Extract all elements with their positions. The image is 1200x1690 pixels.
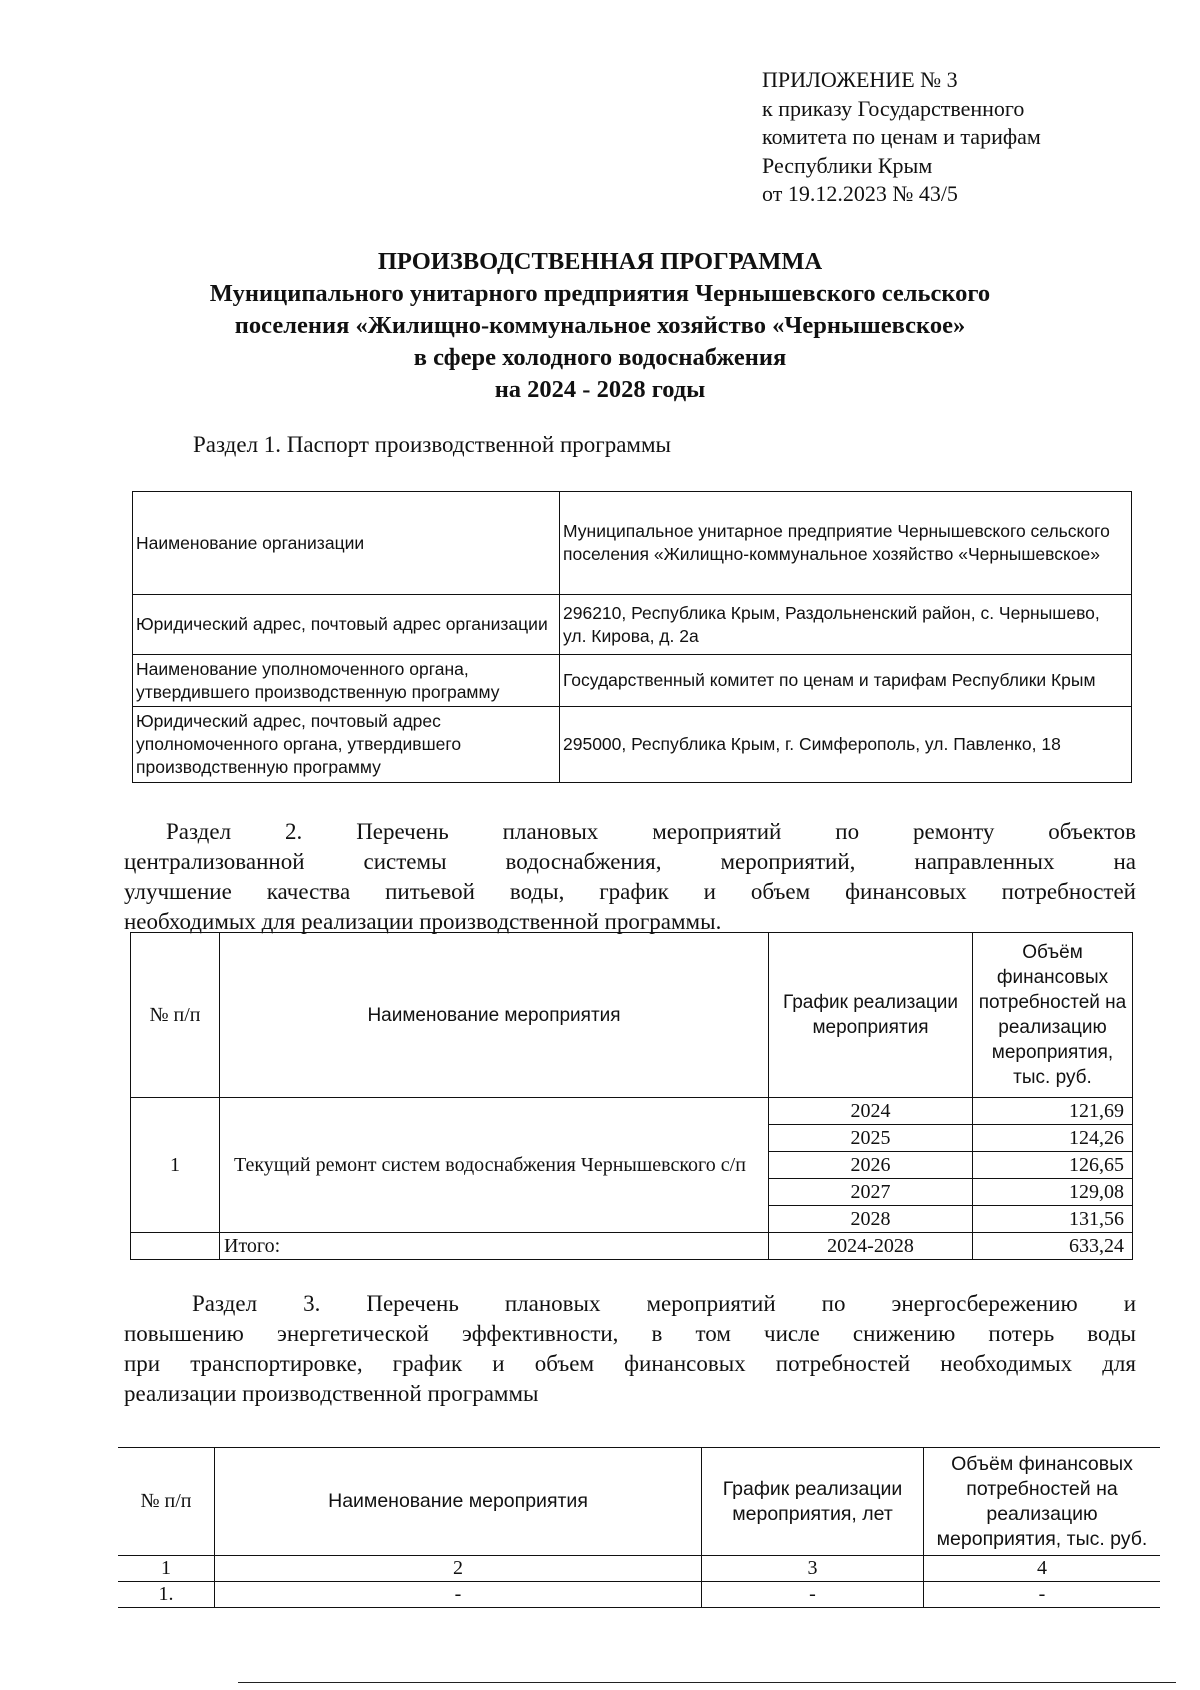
index-cell: 2 <box>215 1556 702 1582</box>
passport-label: Наименование организации <box>133 492 560 595</box>
amount-cell: 131,56 <box>973 1206 1133 1233</box>
appendix-number: ПРИЛОЖЕНИЕ № 3 <box>762 67 958 92</box>
section3-heading-line: при транспортировке, график и объем финансовых потребностей необходимых для <box>124 1351 1136 1376</box>
energy-measures-table <box>118 1447 1160 1608</box>
passport-value: 295000, Республика Крым, г. Симферополь, ул. Павленко, 18 <box>560 707 1132 783</box>
total-number-cell <box>131 1233 220 1260</box>
section3-heading-line: Раздел 3. Перечень плановых мероприятий по энергосбережению и <box>192 1291 1136 1316</box>
passport-label: Наименование уполномоченного органа, утвердившего производственную программу <box>133 655 560 707</box>
col-name-header: Наименование мероприятия <box>215 1448 702 1556</box>
section3-heading <box>124 1289 1136 1409</box>
year-cell: 2026 <box>769 1152 973 1179</box>
passport-value: Государственный комитет по ценам и тарифам Республики Крым <box>560 655 1132 707</box>
data-cell: 1. <box>118 1582 215 1608</box>
section2-heading <box>124 817 1136 937</box>
section2-heading-line: централизованной системы водоснабжения, мероприятий, направленных на <box>124 849 1136 874</box>
passport-label: Юридический адрес, почтовый адрес организации <box>133 595 560 655</box>
section3-heading-line: повышению энергетической эффективности, в том числе снижению потерь воды <box>124 1321 1136 1346</box>
appendix-block <box>762 66 1041 209</box>
table-row <box>133 707 1132 783</box>
table-row <box>131 1098 1133 1125</box>
repair-measures-table <box>130 932 1133 1260</box>
document-title <box>0 246 1200 406</box>
appendix-order-line: к приказу Государственного <box>762 95 1025 121</box>
year-cell: 2025 <box>769 1125 973 1152</box>
data-cell: - <box>924 1582 1161 1608</box>
col-schedule-header: График реализации мероприятия, лет <box>702 1448 924 1556</box>
col-amount-header: Объём финансовых потребностей на реализацию мероприятия, тыс. руб. <box>924 1448 1161 1556</box>
amount-cell: 124,26 <box>973 1125 1133 1152</box>
section2-heading-line: Раздел 2. Перечень плановых мероприятий по ремонту объектов <box>166 819 1136 844</box>
col-amount-header: Объём финансовых потребностей на реализацию мероприятия, тыс. руб. <box>973 933 1133 1098</box>
passport-value: Муниципальное унитарное предприятие Чернышевского сельского поселения «Жилищно-коммунальное хозяйство «Чернышевское» <box>560 492 1132 595</box>
footer-divider <box>238 1682 1176 1683</box>
title-main: ПРОИЗВОДСТВЕННАЯ ПРОГРАММА <box>377 248 823 275</box>
col-number-header: № п/п <box>118 1448 215 1556</box>
total-amount: 633,24 <box>973 1233 1133 1260</box>
title-period: на 2024 - 2028 годы <box>494 376 706 403</box>
col-number-header: № п/п <box>131 933 220 1098</box>
amount-cell: 126,65 <box>973 1152 1133 1179</box>
data-cell: - <box>215 1582 702 1608</box>
section3-heading-line: реализации производственной программы <box>124 1381 539 1406</box>
appendix-committee-line: комитета по ценам и тарифам <box>762 124 1041 149</box>
year-cell: 2024 <box>769 1098 973 1125</box>
title-sphere: в сфере холодного водоснабжения <box>413 344 787 371</box>
total-period: 2024-2028 <box>769 1233 973 1260</box>
table-header-row <box>131 933 1133 1098</box>
total-label: Итого: <box>220 1233 769 1260</box>
passport-label: Юридический адрес, почтовый адрес уполномоченного органа, утвердившего производственную программу <box>133 707 560 783</box>
section1-heading: Раздел 1. Паспорт производственной программы <box>193 432 671 457</box>
section2-heading-line: улучшение качества питьевой воды, график и объем финансовых потребностей <box>124 879 1136 904</box>
year-cell: 2028 <box>769 1206 973 1233</box>
title-org-line1: Муниципального унитарного предприятия Чернышевского сельского <box>209 280 991 307</box>
section2-heading-line: необходимых для реализации производственной программы. <box>124 909 722 934</box>
item-name: Текущий ремонт систем водоснабжения Чернышевского с/п <box>220 1098 769 1233</box>
data-cell: - <box>702 1582 924 1608</box>
index-cell: 1 <box>118 1556 215 1582</box>
passport-table <box>132 491 1132 783</box>
item-number: 1 <box>131 1098 220 1233</box>
year-cell: 2027 <box>769 1179 973 1206</box>
amount-cell: 129,08 <box>973 1179 1133 1206</box>
table-index-row <box>118 1556 1160 1582</box>
passport-value: 296210, Республика Крым, Раздольненский район, с. Чернышево, ул. Кирова, д. 2а <box>560 595 1132 655</box>
table-row <box>133 655 1132 707</box>
col-name-header: Наименование мероприятия <box>220 933 769 1098</box>
table-row <box>133 492 1132 595</box>
table-row <box>133 595 1132 655</box>
table-header-row <box>118 1448 1160 1556</box>
title-org-line2: поселения «Жилищно-коммунальное хозяйство «Чернышевское» <box>234 312 966 339</box>
table-total-row <box>131 1233 1133 1260</box>
table-row <box>118 1582 1160 1608</box>
index-cell: 4 <box>924 1556 1161 1582</box>
index-cell: 3 <box>702 1556 924 1582</box>
col-schedule-header: График реализации мероприятия <box>769 933 973 1098</box>
appendix-date-line: от 19.12.2023 № 43/5 <box>762 181 958 206</box>
amount-cell: 121,69 <box>973 1098 1133 1125</box>
appendix-republic-line: Республики Крым <box>762 152 933 178</box>
